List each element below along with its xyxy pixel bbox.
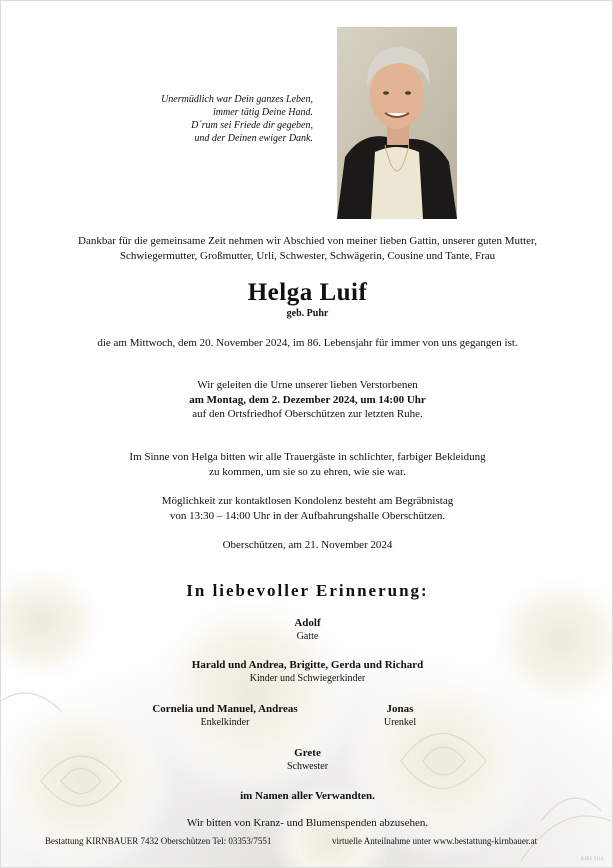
place-date: Oberschützen, am 21. November 2024 <box>222 539 393 551</box>
funeral-date: am Montag, dem 2. Dezember 2024, um 14:00 Uhr <box>189 393 426 406</box>
mourner-name: Jonas <box>386 703 414 715</box>
intro-line: Schwiegermutter, Großmutter, Urli, Schwester, Schwägerin, Cousine und Tante, Frau <box>119 249 496 262</box>
mourner-name: Adolf <box>294 617 321 629</box>
mourner-sibling <box>1 746 613 773</box>
death-notice: die am Mittwoch, dem 20. November 2024, im 86. Lebensjahr für immer von uns gegangen ist. <box>97 337 518 349</box>
intro-line: Dankbar für die gemeinsame Zeit nehmen wir Abschied von meiner lieben Gattin, unserer guten Mutter, <box>78 235 537 247</box>
funeral-line: Wir geleiten die Urne unserer lieben Verstorbenen <box>197 379 418 391</box>
mourner-children <box>1 658 613 685</box>
poem-line: immer tätig Deine Hand. <box>213 107 313 118</box>
mourner-relation: Kinder und Schwiegerkinder <box>249 673 366 684</box>
mourner-relation: Urenkel <box>383 717 417 728</box>
condolence-line: von 13:30 – 14:00 Uhr in der Aufbahrungshalle Oberschützen. <box>169 509 446 522</box>
poem-line: und der Deinen ewiger Dank. <box>194 133 313 144</box>
condolence-line: Möglichkeit zur kontaktlosen Kondolenz besteht am Begräbnistag <box>161 495 454 507</box>
funeral-info <box>1 378 613 422</box>
poem-line: Unermüdlich war Dein ganzes Leben, <box>161 94 313 105</box>
corner-code: KIRF 0113 <box>581 857 604 862</box>
online-condolence-link[interactable]: virtuelle Anteilnahme unter www.bestattung-kirnbauer.at <box>332 836 538 846</box>
portrait-photo <box>337 27 457 219</box>
dress-line: zu kommen, um sie so zu ehren, wie sie war. <box>209 465 406 478</box>
flowers-note: Wir bitten von Kranz- und Blumenspenden abzusehen. <box>186 817 429 829</box>
mourner-relation: Enkelkinder <box>200 717 250 728</box>
dress-request <box>1 450 613 479</box>
memorial-poem <box>61 93 313 145</box>
mourner-name: Cornelia und Manuel, Andreas <box>152 703 298 715</box>
funeral-home-info: Bestattung KIRNBAUER 7432 Oberschützen Tel: 03353/7551 <box>45 836 272 846</box>
mourner-grandchildren <box>125 702 325 729</box>
mourner-name: Grete <box>294 747 321 759</box>
condolence-info <box>1 494 613 523</box>
intro-text <box>1 234 613 263</box>
mourner-spouse <box>1 616 613 643</box>
birth-name: geb. Puhr <box>286 308 329 319</box>
mourner-relation: Gatte <box>296 631 319 642</box>
funeral-line: auf den Ortsfriedhof Oberschützen zur letzten Ruhe. <box>192 408 423 420</box>
poem-line: D´rum sei Friede dir gegeben, <box>191 120 313 131</box>
relatives-line: im Namen aller Verwandten. <box>240 790 375 802</box>
dress-line: Im Sinne von Helga bitten wir alle Trauergäste in schlichter, farbiger Bekleidung <box>129 451 486 463</box>
mourner-name: Harald und Andrea, Brigitte, Gerda und Richard <box>191 659 424 671</box>
deceased-name: Helga Luif <box>247 279 368 306</box>
memory-heading: In liebevoller Erinnerung: <box>186 581 429 600</box>
mourner-great-grandchildren <box>360 702 440 729</box>
mourner-relation: Schwester <box>286 761 329 772</box>
